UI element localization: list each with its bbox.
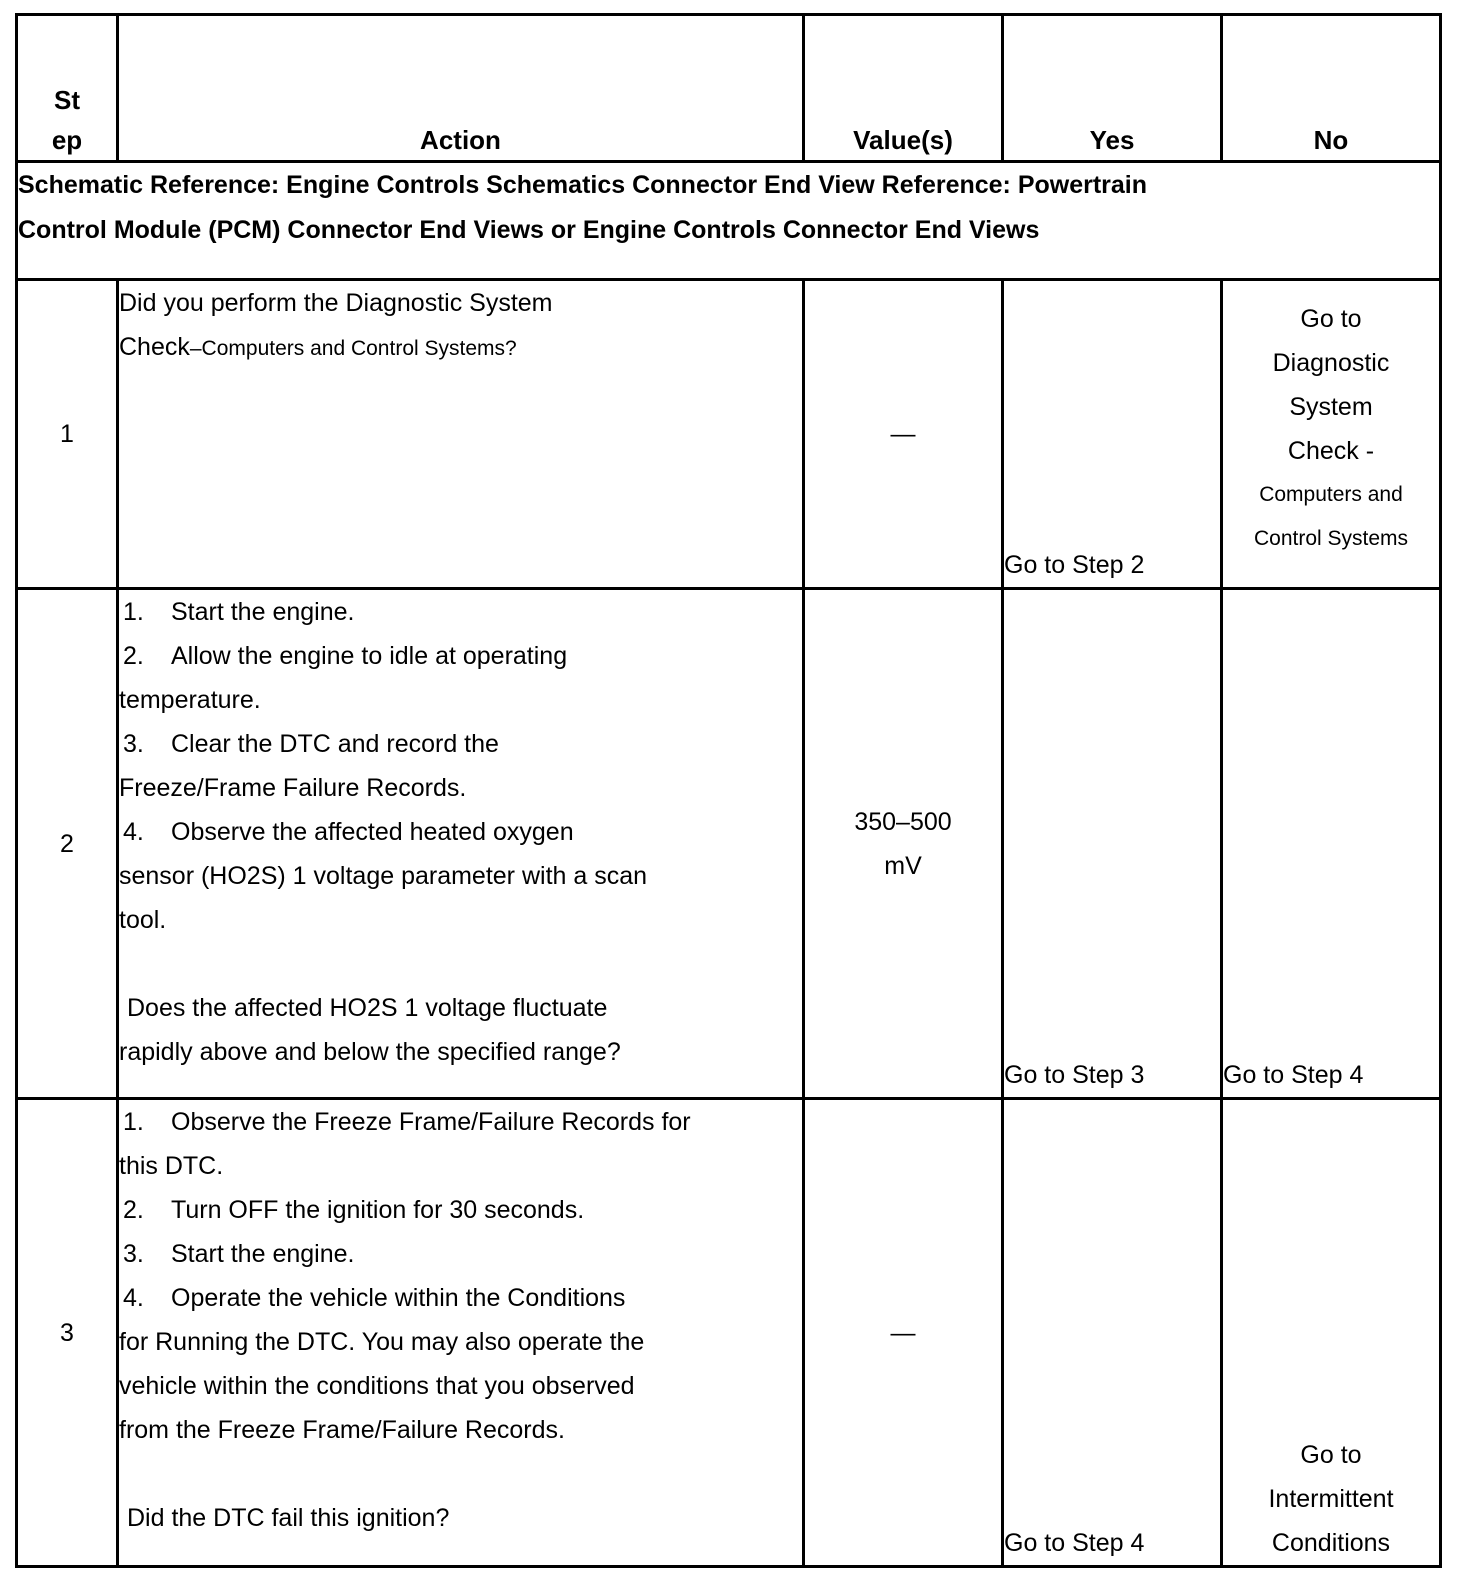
header-yes: Yes xyxy=(1003,15,1222,162)
step-value: — xyxy=(804,280,1003,589)
list-item: 3. Clear the DTC and record the xyxy=(123,730,499,758)
step-question: Does the affected HO2S 1 voltage fluctuate xyxy=(127,994,608,1022)
step-row-1 xyxy=(17,280,1441,589)
header-no: No xyxy=(1222,15,1441,162)
header-step: St ep xyxy=(17,15,118,162)
step-no: Go to Diagnostic System Check - Computers and Control Systems xyxy=(1222,280,1441,589)
step-value: 350–500 mV xyxy=(804,589,1003,1099)
step-number: 2 xyxy=(17,589,118,1099)
step-no: Go to Intermittent Conditions xyxy=(1222,1099,1441,1567)
list-item: 4. Observe the affected heated oxygen xyxy=(123,818,574,846)
header-row xyxy=(17,15,1441,162)
step-action: 1. Observe the Freeze Frame/Failure Records for this DTC. 2. Turn OFF the ignition for 30 seconds. 3. Start the engine. 4. Operate the vehicle within the Conditions for Running the DTC. You may also operate the vehicle within the conditions that you observed from the Freeze Frame/Failure Records. Did the DTC fail this ignition? xyxy=(118,1099,804,1567)
step-number: 1 xyxy=(17,280,118,589)
diagnostic-table xyxy=(15,13,1442,1568)
step-value: — xyxy=(804,1099,1003,1567)
step-action: Did you perform the Diagnostic System Check–Computers and Control Systems? xyxy=(118,280,804,589)
list-item: 3. Start the engine. xyxy=(123,1240,355,1268)
step-row-2 xyxy=(17,589,1441,1099)
list-item: 2. Turn OFF the ignition for 30 seconds. xyxy=(123,1196,585,1224)
step-question: Did the DTC fail this ignition? xyxy=(127,1504,450,1532)
list-item: 1. Start the engine. xyxy=(123,598,355,626)
list-item: 1. Observe the Freeze Frame/Failure Records for xyxy=(123,1108,691,1136)
step-no: Go to Step 4 xyxy=(1222,589,1441,1099)
step-number: 3 xyxy=(17,1099,118,1567)
list-item: 4. Operate the vehicle within the Conditions xyxy=(123,1284,626,1312)
step-yes: Go to Step 2 xyxy=(1003,280,1222,589)
step-yes: Go to Step 3 xyxy=(1003,589,1222,1099)
header-values: Value(s) xyxy=(804,15,1003,162)
schematic-reference: Schematic Reference: Engine Controls Schematics Connector End View Reference: Powertrain Control Module (PCM) Connector End Views or Engine Controls Connector End Views xyxy=(17,162,1441,280)
header-action: Action xyxy=(118,15,804,162)
list-item: 2. Allow the engine to idle at operating xyxy=(123,642,568,670)
step-yes: Go to Step 4 xyxy=(1003,1099,1222,1567)
reference-row xyxy=(17,162,1441,280)
step-action: 1. Start the engine. 2. Allow the engine to idle at operating temperature. 3. Clear the DTC and record the Freeze/Frame Failure Records. 4. Observe the affected heated oxygen sensor (HO2S) 1 voltage parameter with a scan tool. Does the affected HO2S 1 voltage fluctuate rapidly above and below the specified range? xyxy=(118,589,804,1099)
step-row-3 xyxy=(17,1099,1441,1567)
